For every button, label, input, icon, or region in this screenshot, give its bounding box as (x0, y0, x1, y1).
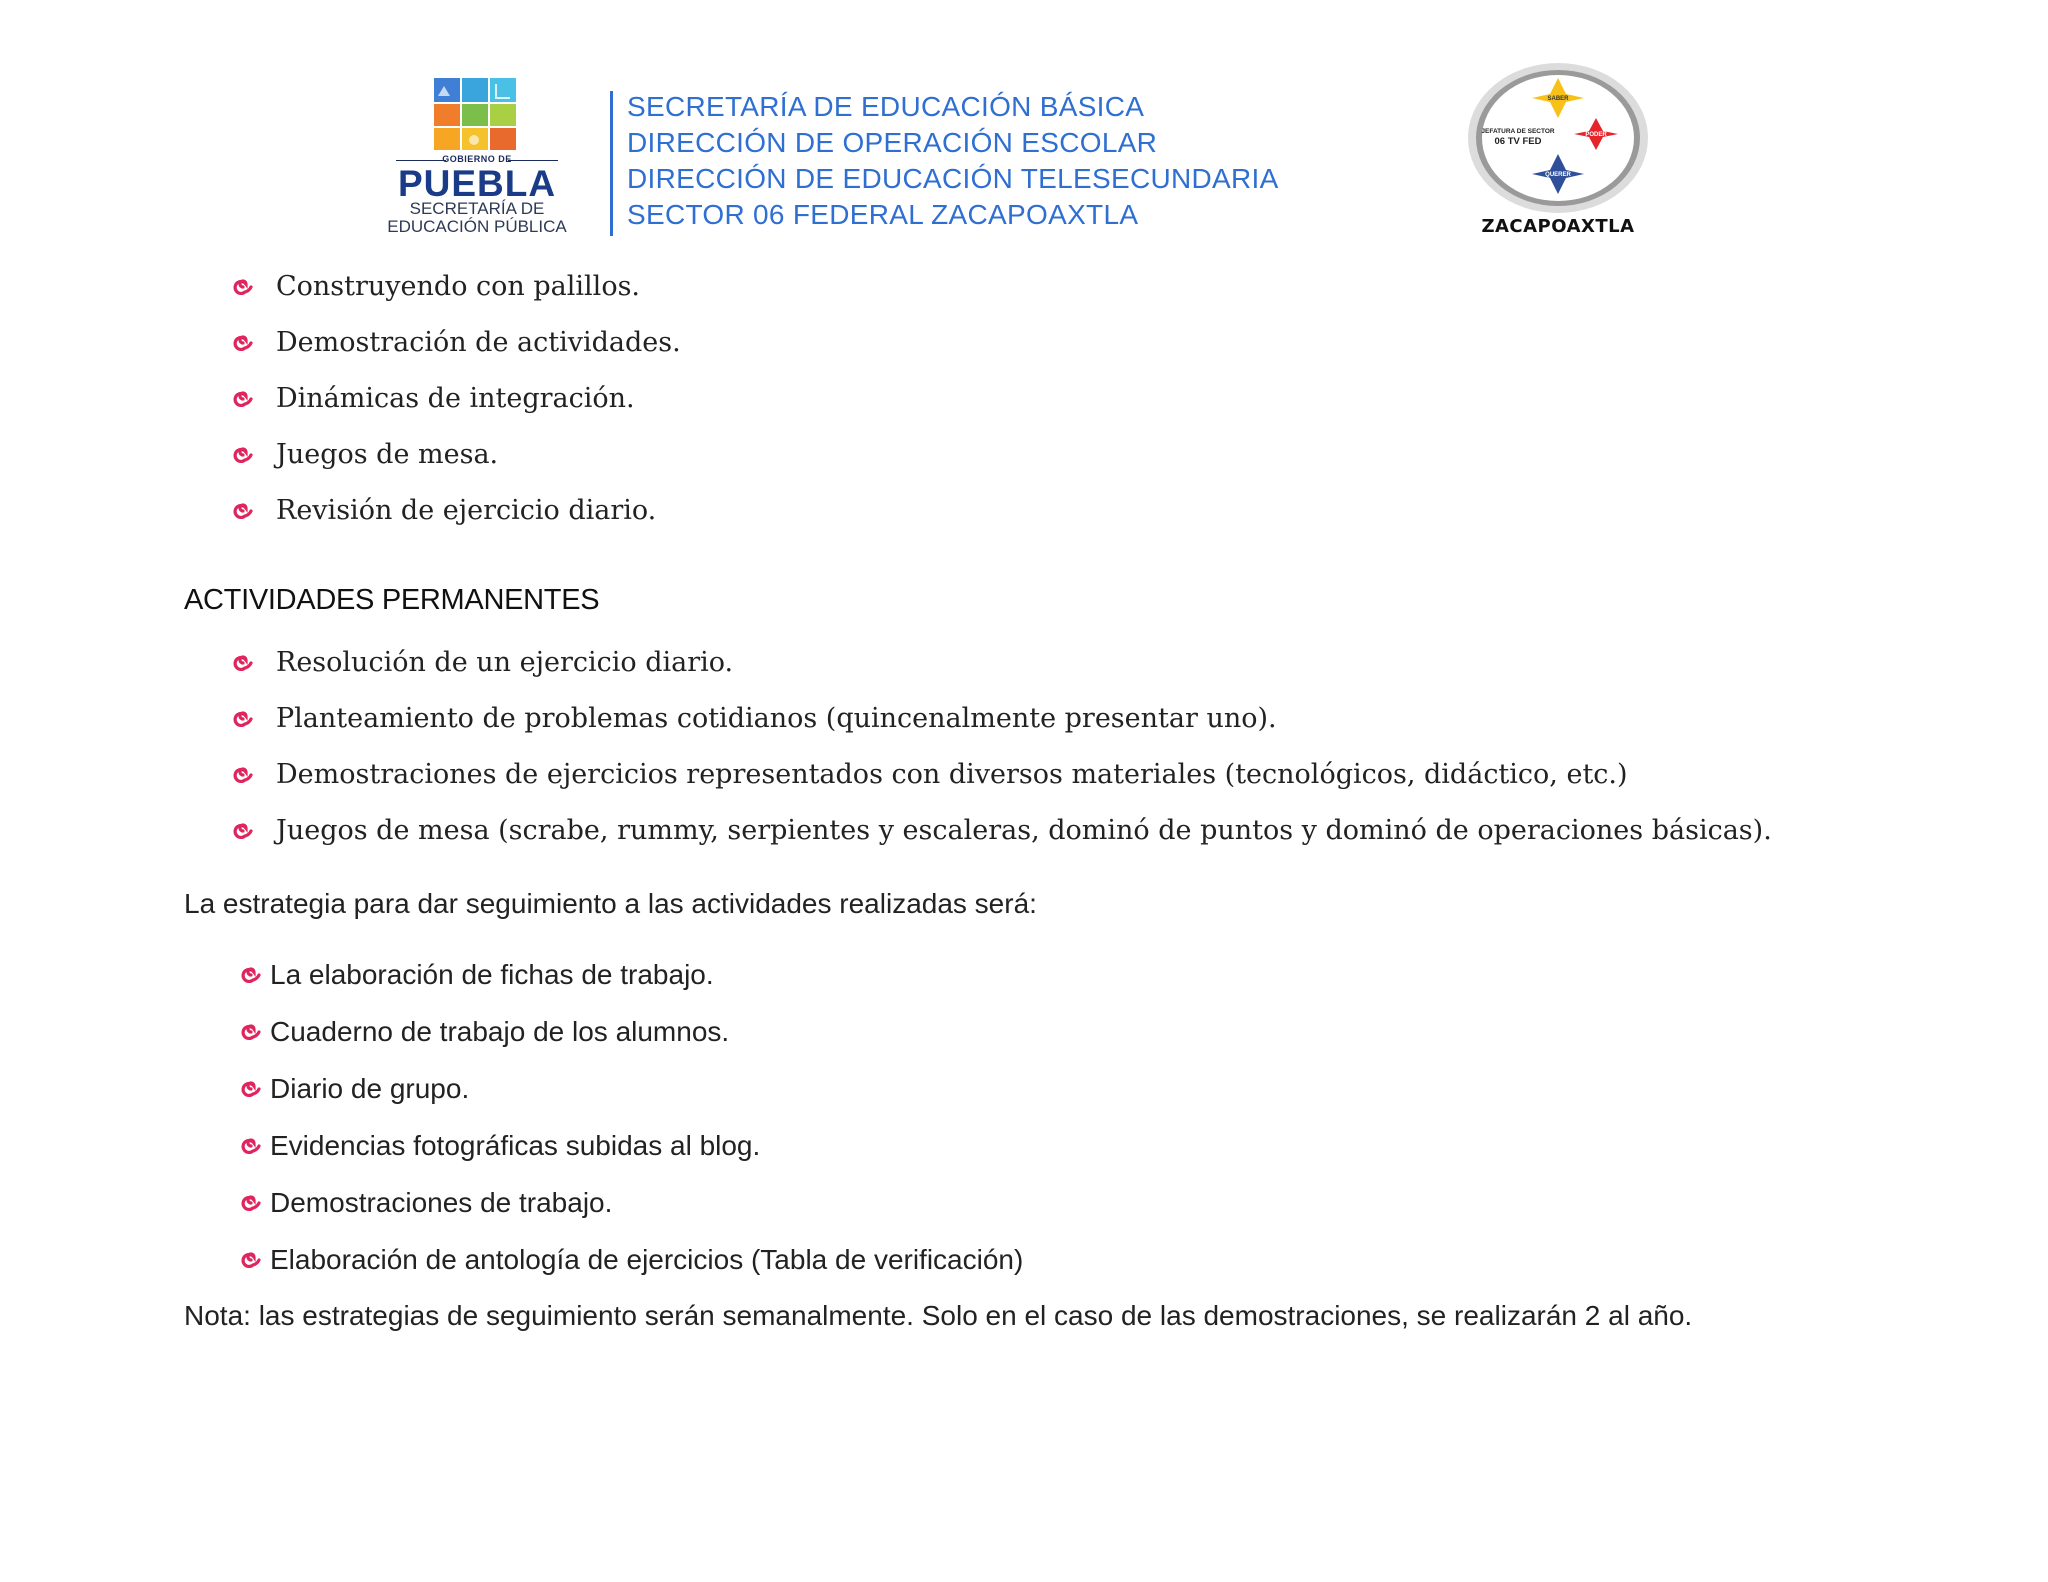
puebla-government-logo (378, 78, 576, 238)
header-line-sector: SECTOR 06 FEDERAL ZACAPOAXTLA (627, 199, 1139, 230)
swirl-bullet-icon (238, 1076, 264, 1102)
puebla-cubes-icon (434, 78, 518, 152)
badge-line1: JEFATURA DE SECTOR (1481, 128, 1555, 135)
list-item-text: La elaboración de fichas de trabajo. (270, 959, 714, 990)
swirl-bullet-icon (230, 650, 256, 676)
badge-line2: 06 TV FED (1494, 136, 1542, 147)
swirl-bullet-icon (230, 818, 256, 844)
list-item-text: Construyendo con palillos. (276, 271, 641, 302)
list-item-text: Cuaderno de trabajo de los alumnos. (270, 1016, 730, 1047)
list-item-text: Elaboración de antología de ejercicios (Tabla de verificación) (270, 1244, 1024, 1275)
logo-educacion-label: EDUCACIÓN PÚBLICA (387, 217, 567, 236)
star-bottom-label: QUERER (1545, 172, 1571, 178)
swirl-bullet-icon (230, 442, 256, 468)
swirl-bullet-icon (238, 1247, 264, 1273)
swirl-bullet-icon (230, 498, 256, 524)
star-top-label: SABER (1547, 96, 1569, 102)
badge-caption: ZACAPOAXTLA (1481, 216, 1635, 237)
swirl-bullet-icon (230, 762, 256, 788)
swirl-bullet-icon (238, 962, 264, 988)
logo-secretaria-label: SECRETARÍA DE (409, 199, 545, 218)
list-item-text: Planteamiento de problemas cotidianos (quincenalmente presentar uno). (276, 703, 1277, 734)
header-institution-lines (627, 89, 1279, 233)
logo-puebla-label: PUEBLA (397, 163, 557, 204)
header-divider (610, 91, 613, 236)
swirl-bullet-icon (238, 1133, 264, 1159)
list-item-text: Demostración de actividades. (276, 327, 681, 358)
header-line-direccion-telesecundaria: DIRECCIÓN DE EDUCACIÓN TELESECUNDARIA (627, 163, 1279, 194)
header-line-direccion-operacion: DIRECCIÓN DE OPERACIÓN ESCOLAR (627, 127, 1158, 158)
list-item-text: Revisión de ejercicio diario. (276, 495, 657, 526)
note-text: Nota: las estrategias de seguimiento serán semanalmente. Solo en el caso de las demostraciones, se realizarán 2 al año. (184, 1300, 1693, 1331)
swirl-bullet-icon (230, 330, 256, 356)
list-item-text: Evidencias fotográficas subidas al blog. (270, 1130, 761, 1161)
header-line-secretaria: SECRETARÍA DE EDUCACIÓN BÁSICA (627, 91, 1145, 122)
list-item-text: Juegos de mesa (scrabe, rummy, serpientes y escaleras, dominó de puntos y dominó de operaciones básicas). (276, 815, 1772, 846)
list-item-text: Demostraciones de ejercicios representados con diversos materiales (tecnológicos, didáctico, etc.) (276, 759, 1628, 790)
sector-zacapoaxtla-logo (1464, 60, 1652, 240)
swirl-bullet-icon (230, 386, 256, 412)
logo-gobierno-label: GOBIERNO DE (442, 154, 512, 164)
swirl-bullet-icon (238, 1190, 264, 1216)
swirl-bullet-icon (230, 274, 256, 300)
list-item-text: Dinámicas de integración. (276, 383, 635, 414)
list-item-text: Juegos de mesa. (276, 439, 499, 470)
strategy-intro-text: La estrategia para dar seguimiento a las actividades realizadas será: (184, 888, 1037, 919)
star-right-label: PODER (1585, 132, 1607, 138)
swirl-bullet-icon (238, 1019, 264, 1045)
list-item-text: Diario de grupo. (270, 1073, 470, 1104)
swirl-bullet-icon (230, 706, 256, 732)
list-item-text: Resolución de un ejercicio diario. (276, 647, 734, 678)
list-item-text: Demostraciones de trabajo. (270, 1187, 613, 1218)
section-heading: ACTIVIDADES PERMANENTES (184, 584, 600, 616)
